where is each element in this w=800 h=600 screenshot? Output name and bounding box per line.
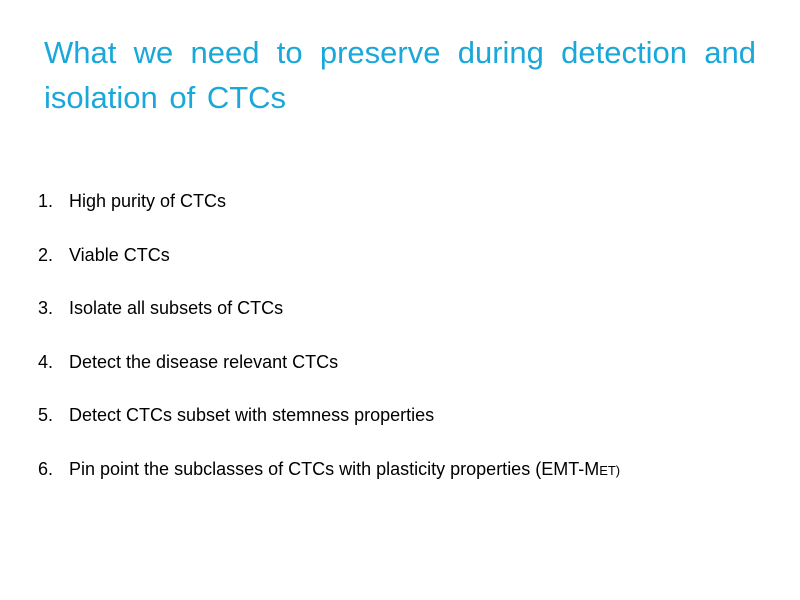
list-item bbox=[38, 293, 620, 347]
list-item bbox=[38, 347, 620, 401]
list-item-text-suffix: ET) bbox=[599, 462, 621, 478]
requirements-list bbox=[38, 186, 620, 507]
list-item-text: Viable CTCs bbox=[69, 244, 170, 265]
list-item-number: 5. bbox=[38, 405, 54, 425]
list-item-text: Isolate all subsets of CTCs bbox=[69, 298, 284, 318]
slide-title: What we need to preserve during detection and isolation of CTCs bbox=[44, 35, 756, 115]
list-item-text: Detect CTCs subset with stemness properties bbox=[69, 405, 435, 425]
list-item-text-main: Pin point the subclasses of CTCs with plasticity properties (EMT-M bbox=[69, 458, 600, 479]
list-item-number: 4. bbox=[38, 351, 54, 372]
list-item-number: 1. bbox=[38, 191, 54, 211]
list-item-number: 6. bbox=[38, 458, 54, 479]
list-item-text bbox=[69, 454, 620, 486]
list-item bbox=[38, 454, 620, 508]
list-item-text: Detect the disease relevant CTCs bbox=[69, 351, 339, 372]
list-item-text: High purity of CTCs bbox=[69, 191, 227, 211]
list-item bbox=[38, 240, 620, 294]
list-item-number: 2. bbox=[38, 244, 54, 265]
list-item-number: 3. bbox=[38, 298, 54, 318]
list-item bbox=[38, 400, 620, 454]
list-item bbox=[38, 186, 620, 240]
